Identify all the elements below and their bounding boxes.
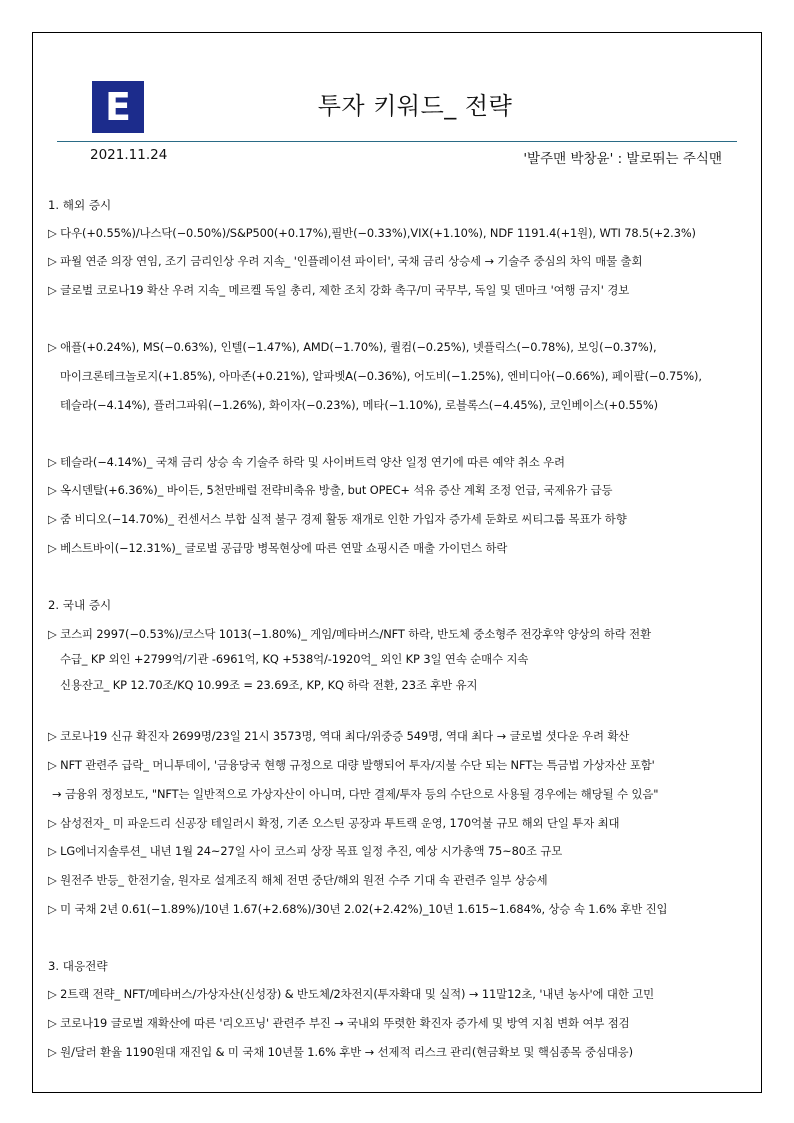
section-heading-overseas: 1. 해외 증시	[48, 198, 112, 212]
overseas-line-5: 마이크론테크놀로지(+1.85%), 아마존(+0.21%), 알파벳A(−0.36%), 어도비(−1.25%), 엔비디아(−0.66%), 페이팔(−0.75%),	[60, 369, 702, 383]
overseas-line-1: ▷ 다우(+0.55%)/나스닥(−0.50%)/S&P500(+0.17%),필반(−0.33%),VIX(+1.10%), NDF 1191.4(+1원), WTI 78.5(+2.3%)	[48, 226, 696, 240]
overseas-line-4: ▷ 애플(+0.24%), MS(−0.63%), 인텔(−1.47%), AMD(−1.70%), 퀄컴(−0.25%), 넷플릭스(−0.78%), 보잉(−0.37%),	[48, 340, 657, 354]
section-heading-strategy: 3. 대응전략	[48, 959, 108, 973]
page-frame	[32, 32, 762, 1093]
overseas-line-8: ▷ 옥시덴탈(+6.36%)_ 바이든, 5천만배럴 전략비축유 방출, but OPEC+ 석유 증산 계획 조정 언급, 국제유가 급등	[48, 483, 613, 497]
author-line: '발주맨 박창윤' : 발로뛰는 주식맨	[523, 151, 722, 167]
domestic-line-6: → 금융위 정정보도, "NFT는 일반적으로 가상자산이 아니며, 다만 결제/투자 등의 수단으로 사용될 경우에는 해당될 수 있음"	[52, 787, 659, 801]
strategy-line-2: ▷ 코로나19 글로벌 재확산에 따른 '리오프닝' 관련주 부진 → 국내외 뚜렷한 확진자 증가세 및 방역 지침 변화 여부 점검	[48, 1016, 630, 1030]
overseas-line-6: 테슬라(−4.14%), 플러그파워(−1.26%), 화이자(−0.23%), 메타(−1.10%), 로블록스(−4.45%), 코인베이스(+0.55%)	[60, 398, 658, 412]
overseas-line-3: ▷ 글로벌 코로나19 확산 우려 지속_ 메르켈 독일 총리, 제한 조치 강화 촉구/미 국무부, 독일 및 덴마크 '여행 금지' 경보	[48, 283, 630, 297]
domestic-line-10: ▷ 미 국채 2년 0.61(−1.89%)/10년 1.67(+2.68%)/30년 2.02(+2.42%)_10년 1.615~1.684%, 상승 속 1.6% 후반 진입	[48, 902, 668, 916]
domestic-line-3: 신용잔고_ KP 12.70조/KQ 10.99조 = 23.69조, KP, KQ 하락 전환, 23조 후반 유지	[60, 678, 478, 692]
logo: E	[92, 81, 144, 133]
domestic-line-9: ▷ 원전주 반등_ 한전기술, 원자로 설계조직 해체 전면 중단/해외 원전 수주 기대 속 관련주 일부 상승세	[48, 873, 548, 887]
report-date: 2021.11.24	[90, 147, 168, 163]
strategy-line-3: ▷ 원/달러 환율 1190원대 재진입 & 미 국채 10년물 1.6% 후반 → 선제적 리스크 관리(현금확보 및 핵심종목 중심대응)	[48, 1045, 633, 1059]
strategy-line-1: ▷ 2트랙 전략_ NFT/메타버스/가상자산(신성장) & 반도체/2차전지(투자확대 및 실적) → 11말12초, '내년 농사'에 대한 고민	[48, 987, 655, 1001]
domestic-line-8: ▷ LG에너지솔루션_ 내년 1월 24~27일 사이 코스피 상장 목표 일정 추진, 예상 시가총액 75~80조 규모	[48, 844, 563, 858]
domestic-line-2: 수급_ KP 외인 +2799억/기관 -6961억, KQ +538억/-1920억_ 외인 KP 3일 연속 순매수 지속	[60, 652, 529, 666]
overseas-line-7: ▷ 테슬라(−4.14%)_ 국채 금리 상승 속 기술주 하락 및 사이버트럭 양산 일정 연기에 따른 예약 취소 우려	[48, 455, 565, 469]
domestic-line-1: ▷ 코스피 2997(−0.53%)/코스닥 1013(−1.80%)_ 게임/메타버스/NFT 하락, 반도체 중소형주 전강후약 양상의 하락 전환	[48, 627, 651, 641]
section-heading-domestic: 2. 국내 증시	[48, 598, 112, 612]
overseas-line-10: ▷ 베스트바이(−12.31%)_ 글로벌 공급망 병목현상에 따른 연말 쇼핑시즌 매출 가이던스 하락	[48, 541, 508, 555]
overseas-line-9: ▷ 줌 비디오(−14.70%)_ 컨센서스 부합 실적 불구 경제 활동 재개로 인한 가입자 증가세 둔화로 씨티그룹 목표가 하향	[48, 512, 627, 526]
domestic-line-4: ▷ 코로나19 신규 확진자 2699명/23일 21시 3573명, 역대 최다/위중증 549명, 역대 최다 → 글로벌 셧다운 우려 확산	[48, 729, 630, 743]
domestic-line-5: ▷ NFT 관련주 급락_ 머니투데이, '금융당국 현행 규정으로 대량 발행되어 투자/지불 수단 되는 NFT는 특금법 가상자산 포함'	[48, 758, 655, 772]
domestic-line-7: ▷ 삼성전자_ 미 파운드리 신공장 테일러시 확정, 기존 오스틴 공장과 투트랙 운영, 170억불 규모 해외 단일 투자 최대	[48, 816, 620, 830]
title-divider	[57, 141, 737, 142]
overseas-line-2: ▷ 파월 연준 의장 연임, 조기 금리인상 우려 지속_ '인플레이션 파이터', 국채 금리 상승세 → 기술주 중심의 차익 매물 출회	[48, 254, 643, 268]
page-title: 투자 키워드_ 전략	[317, 92, 513, 120]
